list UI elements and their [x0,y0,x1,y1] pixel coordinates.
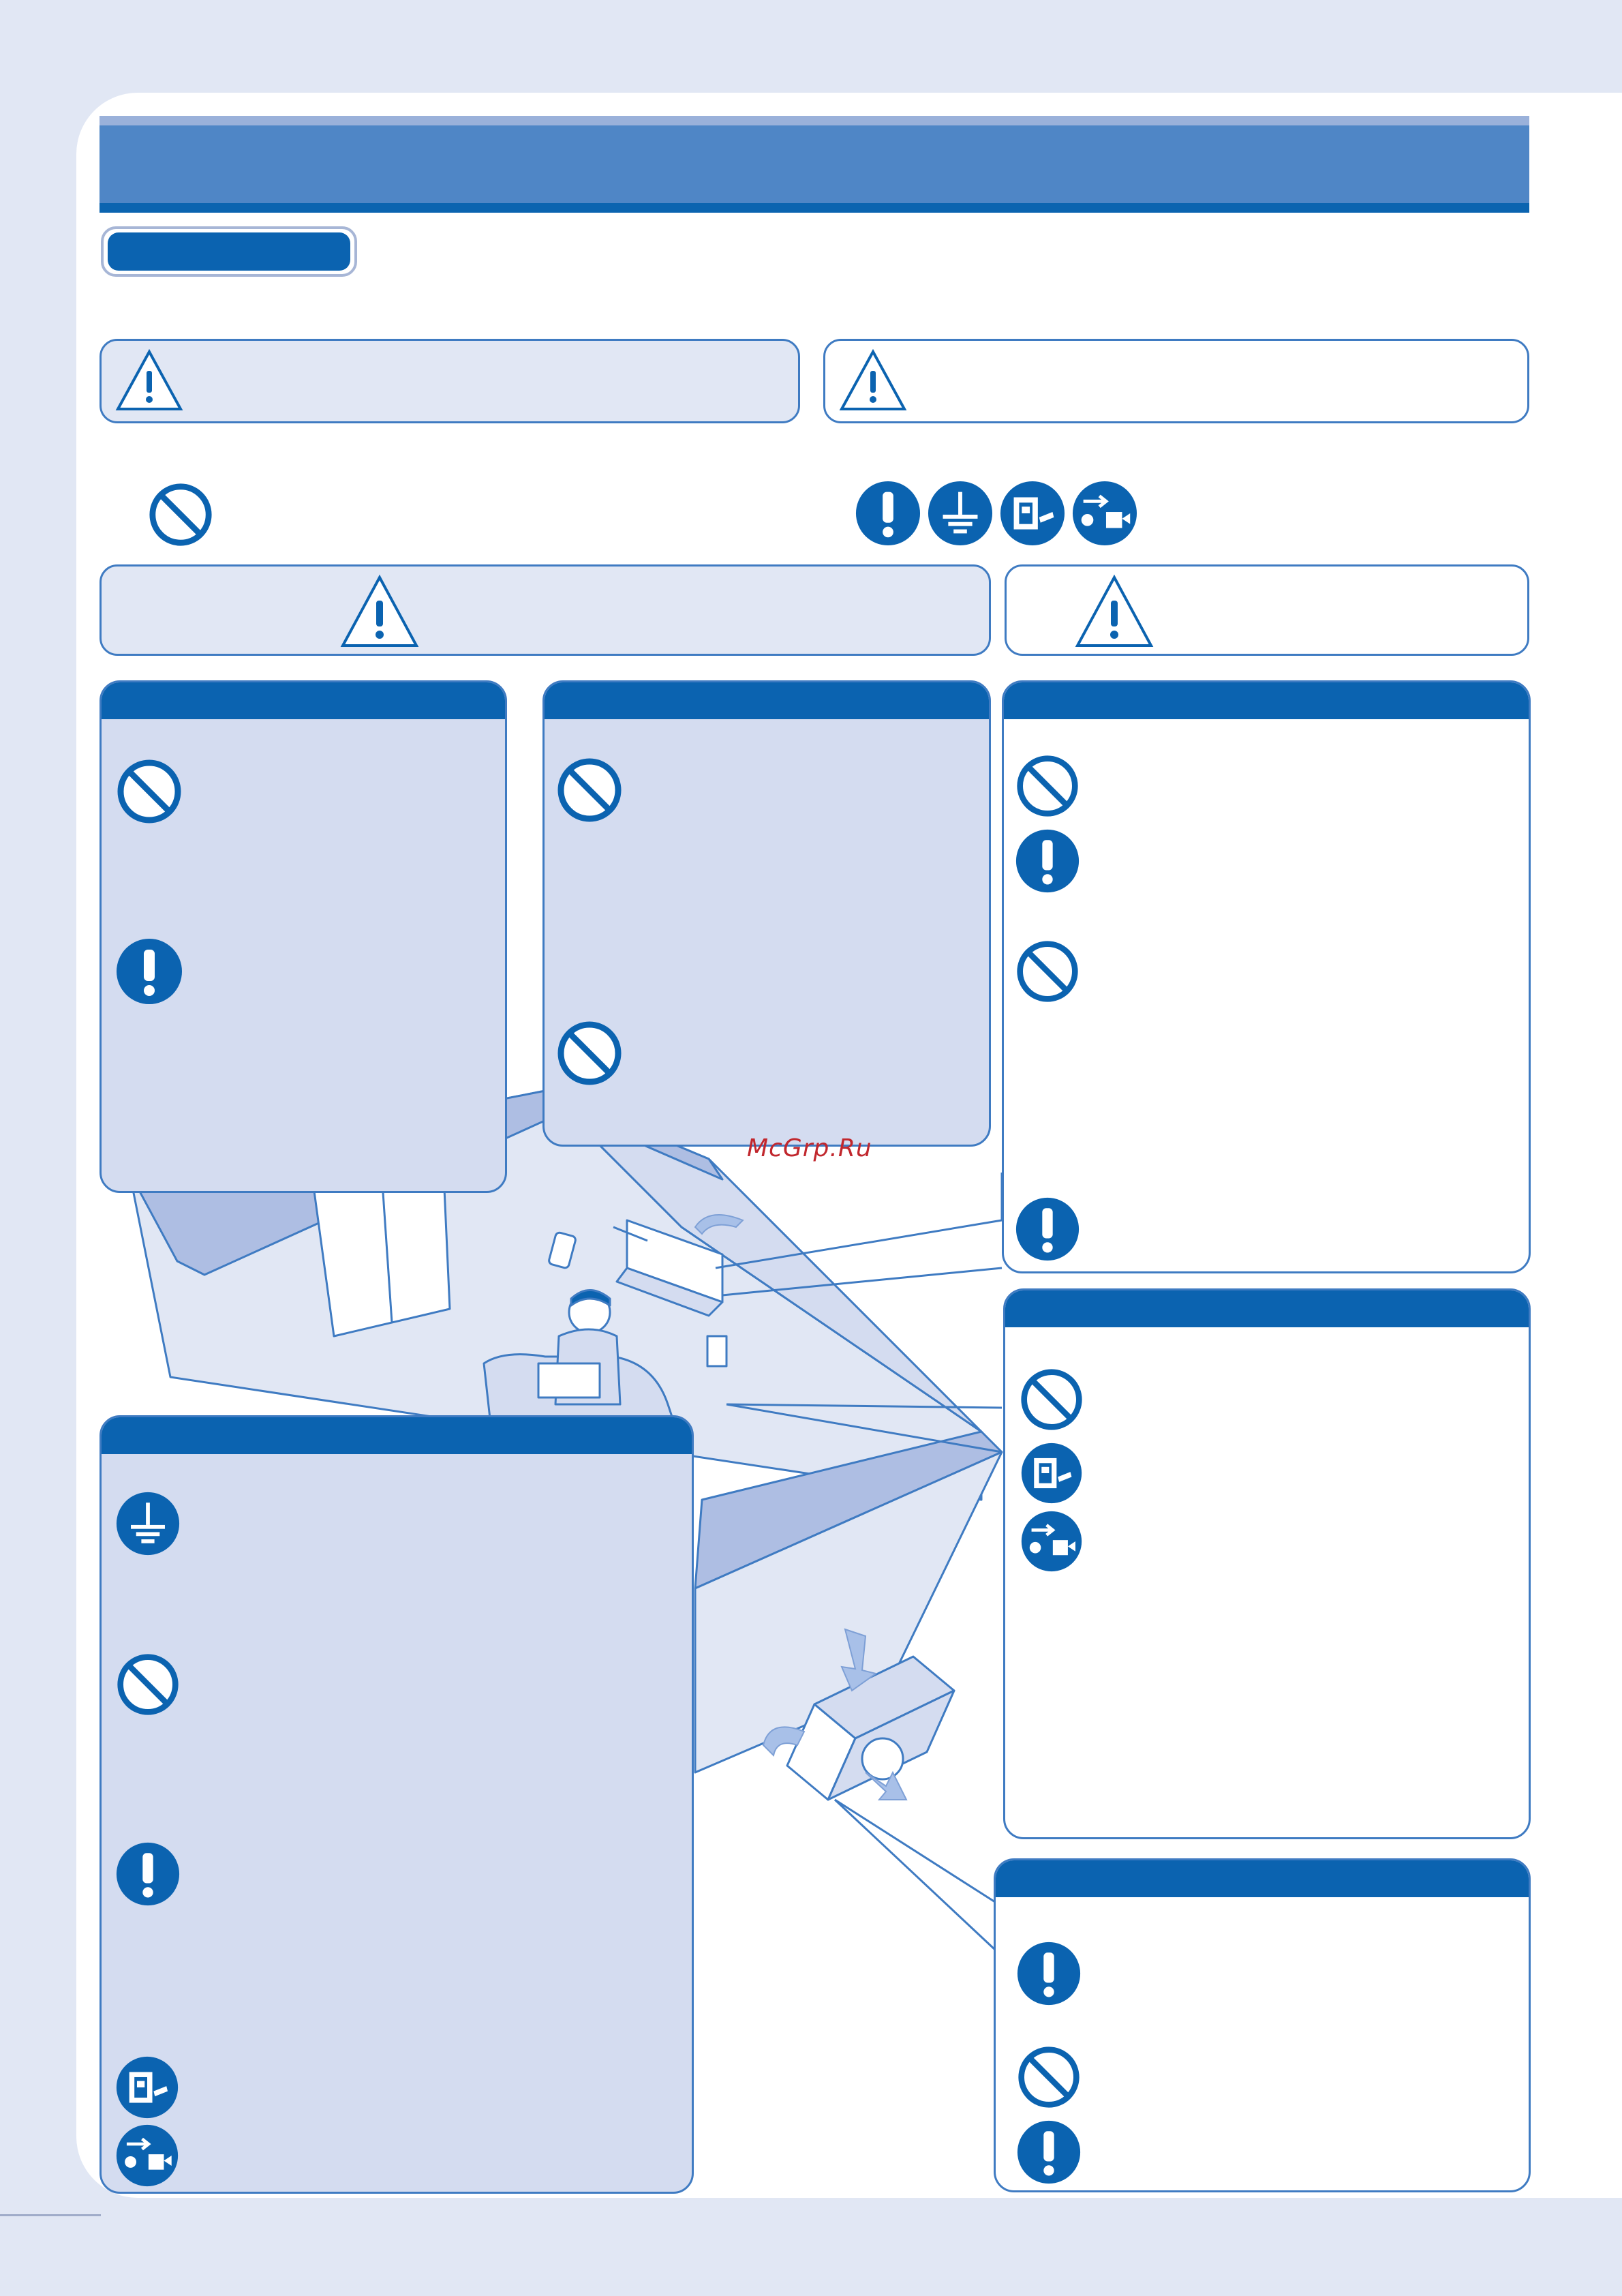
prohibition-icon [1016,2044,1082,2110]
exclamation-icon [1015,828,1080,894]
panel-remote-control [100,680,507,1193]
prohibition-icon [555,1019,624,1087]
panel-caution-indoor [1002,680,1531,1273]
prohibition-icon [555,756,624,824]
panel-header [1005,1290,1529,1327]
prohibition-icon [1019,1367,1084,1432]
breaker-switch-icon [1020,1442,1083,1505]
panel-header [996,1860,1529,1897]
exclamation-icon [115,937,183,1006]
panel-caution-maintenance [1003,1288,1531,1839]
unplug-icon [115,2124,179,2188]
panel-header [1004,682,1529,719]
prohibition-icon [1015,753,1080,819]
prohibition-icon [115,1652,181,1717]
exclamation-icon [1016,2119,1082,2185]
panel-header [545,682,989,719]
unplug-icon [1020,1510,1083,1573]
panel-header [102,1417,692,1454]
earth-ground-icon [115,1491,181,1556]
prohibition-icon [115,757,183,826]
panel-power-supply [100,1415,694,2194]
breaker-switch-icon [115,2055,179,2119]
exclamation-icon [1015,1196,1080,1262]
panel-indoor-unit [542,680,991,1147]
panel-outdoor-unit [994,1858,1531,2192]
prohibition-icon [1015,939,1080,1004]
watermark: McGrp.Ru [747,1134,872,1162]
exclamation-icon [115,1841,181,1907]
panel-header [102,682,505,719]
exclamation-icon [1016,1941,1082,2006]
